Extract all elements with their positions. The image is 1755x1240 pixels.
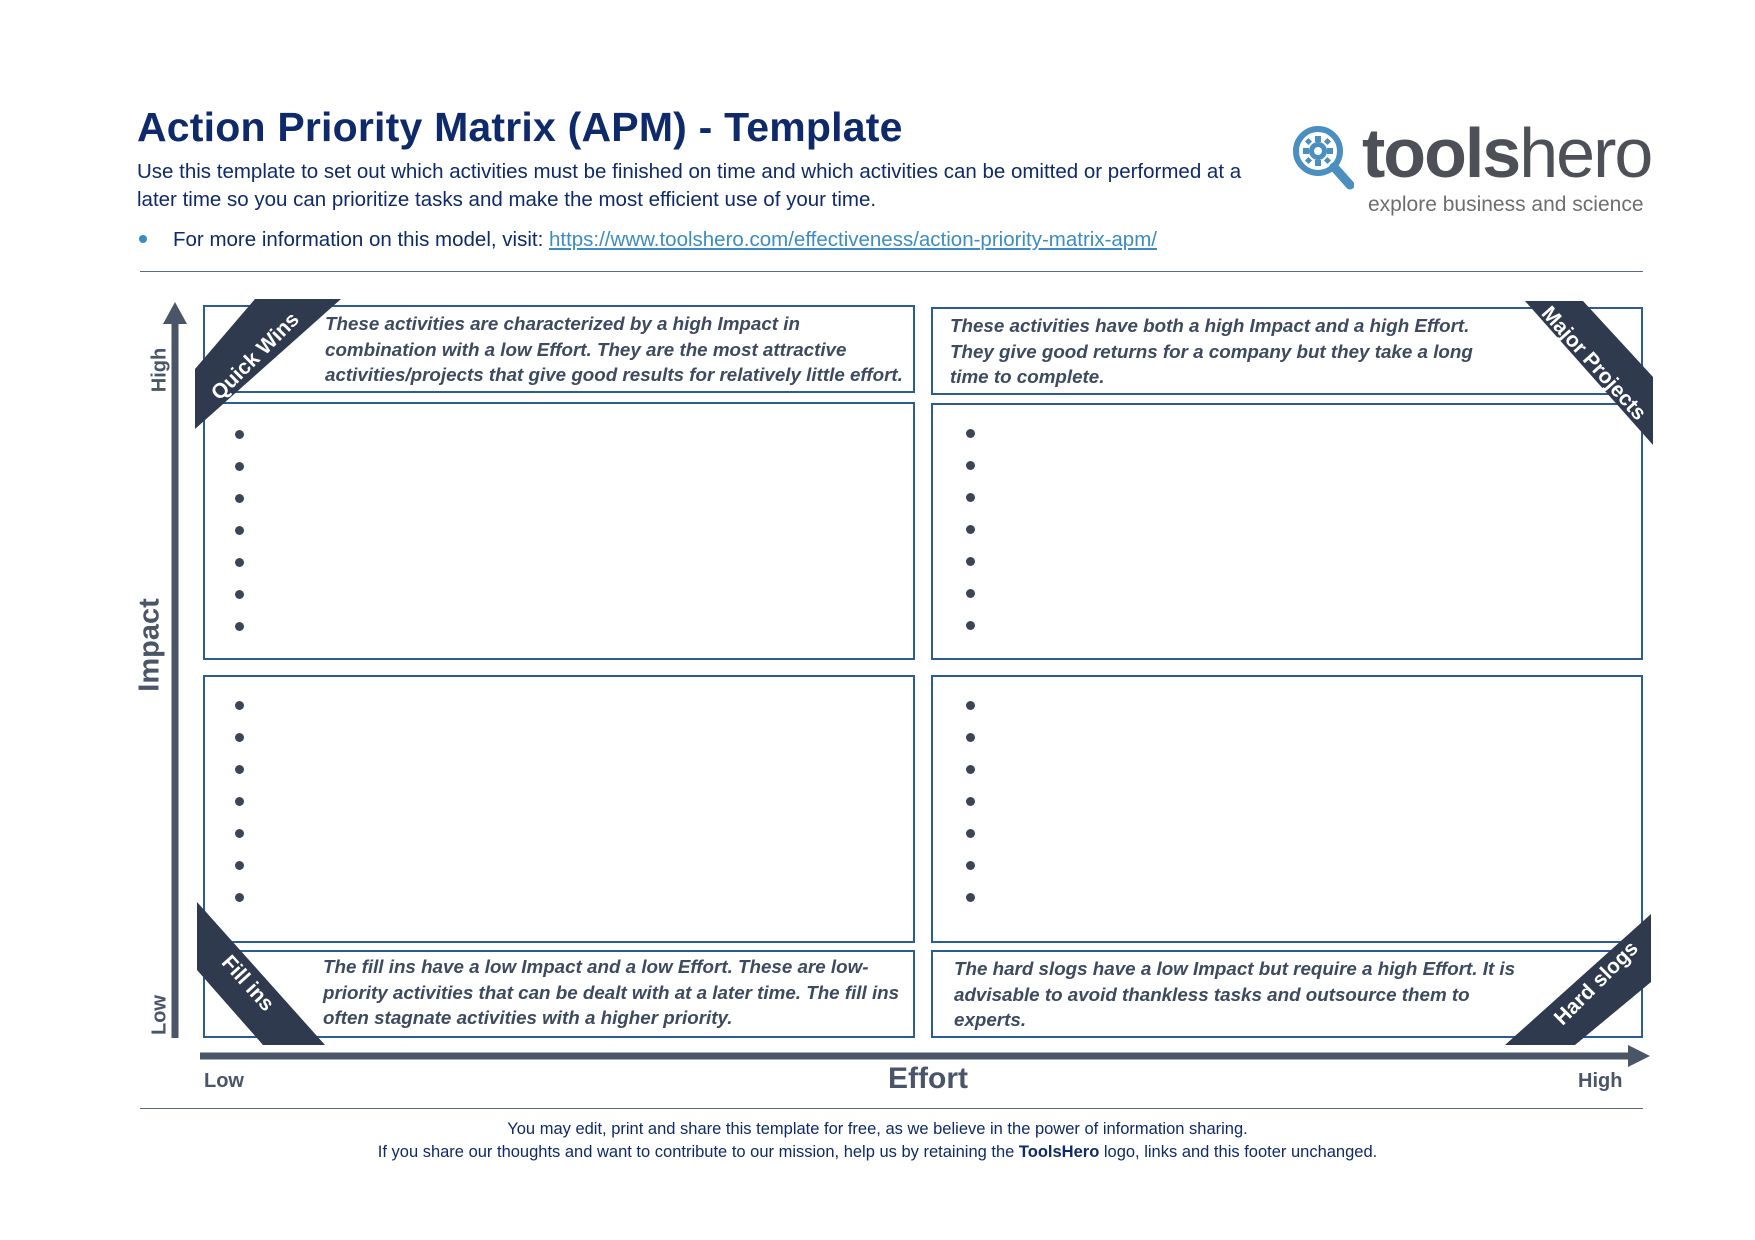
x-axis-title: Effort (888, 1062, 968, 1095)
quick-wins-description: These activities are characterized by a high Impact in combination with a low Effort. They are the most attractive activities/projects that give good results for relatively little effort. (325, 313, 903, 385)
footer-divider (140, 1108, 1643, 1109)
header-divider (140, 271, 1643, 272)
major-projects-label: Major Projects (1536, 301, 1651, 425)
page-title: Action Priority Matrix (APM) - Template (137, 104, 903, 150)
more-info-line (137, 228, 1157, 252)
footer-line-2-suffix: logo, links and this footer unchanged. (1099, 1143, 1378, 1161)
hard-slogs-entry-box[interactable] (931, 675, 1643, 943)
quick-wins-ribbon (193, 297, 343, 432)
footer-line-1: You may edit, print and share this template for free, as we believe in the power of information sharing. (507, 1120, 1248, 1138)
more-info-prefix: For more information on this model, visit: (173, 228, 549, 251)
logo-wordmark (1362, 113, 1651, 193)
footer-brand: ToolsHero (1018, 1143, 1100, 1161)
y-axis-title: Impact (133, 598, 166, 692)
logo-tagline: explore business and science (1368, 193, 1644, 216)
footer-line-2-prefix: If you share our thoughts and want to contribute to our mission, help us by retaining the (377, 1143, 1019, 1161)
hard-slogs-ribbon (1503, 912, 1653, 1047)
more-info-link[interactable]: https://www.toolshero.com/effectiveness/action-priority-matrix-apm/ (548, 228, 1157, 251)
y-low-label: Low (148, 995, 171, 1035)
magnifier-gear-icon (1290, 123, 1354, 193)
bullet-icon (139, 235, 147, 243)
logo-word-bold: tools (1362, 114, 1520, 192)
fill-ins-description: The fill ins have a low Impact and a low Effort. These are low-priority activities that can be dealt with at a later time. The fill ins often stagnate activities with a higher priority. (323, 956, 900, 1028)
fill-ins-ribbon (195, 900, 330, 1047)
x-low-label: Low (204, 1070, 244, 1092)
y-high-label: High (148, 347, 171, 393)
toolshero-logo[interactable] (1290, 113, 1670, 223)
major-projects-ribbon (1523, 299, 1655, 447)
x-high-label: High (1578, 1070, 1623, 1092)
footer-line-2 (0, 1143, 1755, 1162)
quick-wins-label: Quick Wins (206, 307, 304, 405)
intro-text: Use this template to set out which activities must be finished on time and which activities can be omitted or performed at a later time so you can prioritize tasks and make the most efficient use of your time. (137, 160, 1242, 211)
hard-slogs-label: Hard slogs (1549, 936, 1643, 1030)
quick-wins-entry-box[interactable] (203, 402, 915, 660)
hard-slogs-description: The hard slogs have a low Impact but require a high Effort. It is advisable to avoid thankless tasks and outsource them to experts. (954, 958, 1516, 1030)
fill-ins-label: Fill ins (216, 950, 279, 1016)
major-projects-description: These activities have both a high Impact and a high Effort. They give good returns for a company but they take a long time to complete. (950, 315, 1473, 387)
logo-word-light: hero (1519, 114, 1652, 192)
